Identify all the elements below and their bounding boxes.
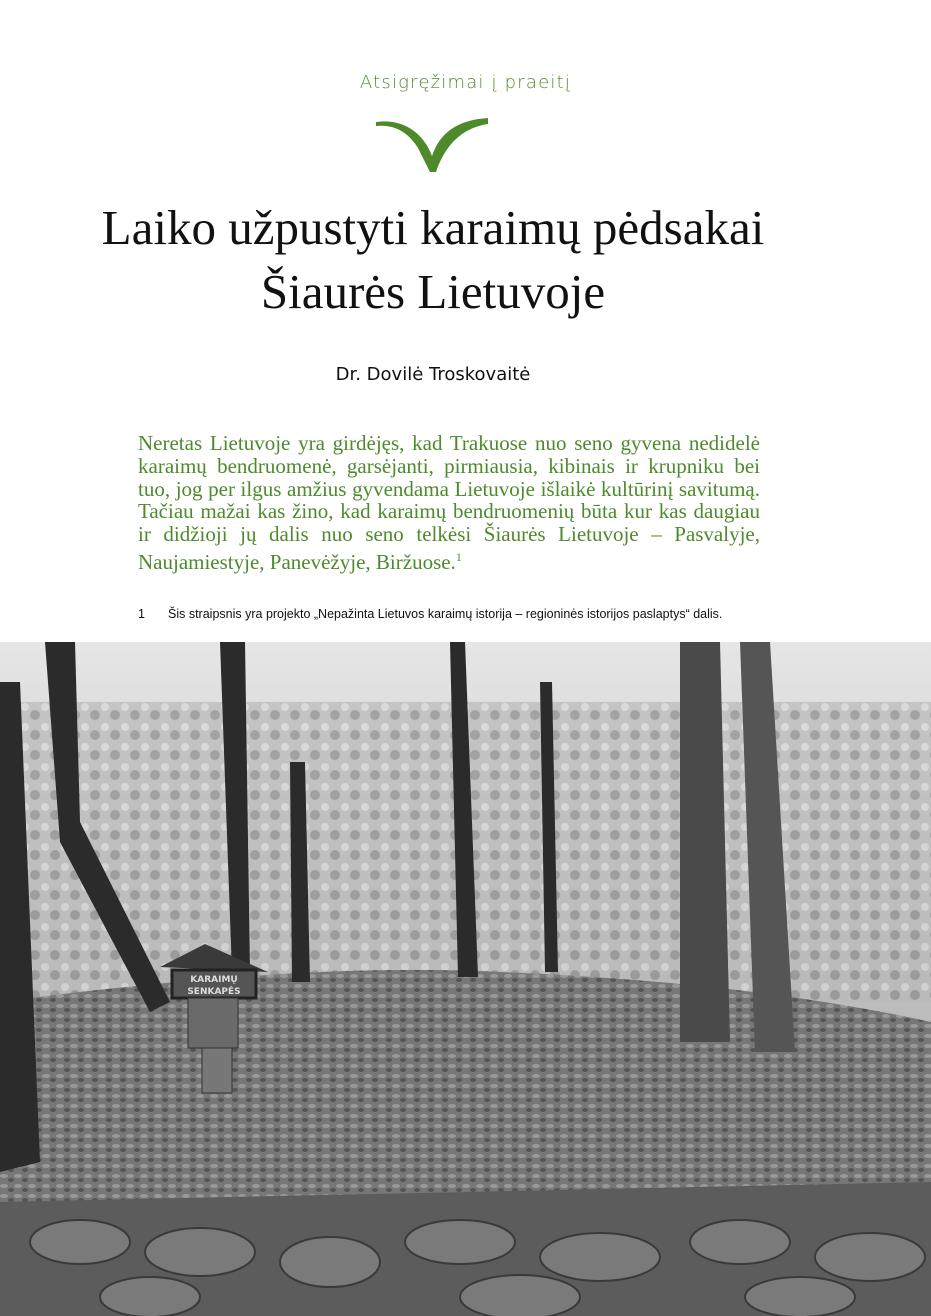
sign-line-2: SENKAPĖS — [187, 987, 241, 997]
author-name: Dr. Dovilė Troskovaitė — [335, 364, 531, 385]
title-line-2: Šiaurės Lietuvoje — [260, 264, 606, 319]
footnote-reference: 1 — [455, 549, 462, 564]
footnote-number: 1 — [138, 607, 145, 621]
lead-paragraph — [138, 432, 760, 574]
footnote-text: Šis straipsnis yra projekto „Nepažinta Lietuvos karaimų istorija – regioninės istorijos paslaptys“ dalis. — [168, 607, 723, 621]
title-line-1: Laiko užpustyti karaimų pėdsakai — [101, 200, 765, 255]
chevron-ornament-icon — [374, 118, 490, 174]
article-title — [0, 196, 866, 324]
cemetery-photo — [0, 642, 931, 1316]
lead-text: Neretas Lietuvoje yra girdėjęs, kad Trakuose nuo seno gyvena nedidelė karaimų bendruomenė, garsėjanti, pirmiausia, kibinais ir krupniku bei tuo, jog per ilgus amžius gyvendama Lietuvoje išlaikė kultūrinį savitumą. Tačiau mažai kas žino, kad karaimų bendruomenių būta kur kas daugiau ir didžioji jų dalis nuo seno telkėsi Šiaurės Lietuvoje – Pasvalyje, Naujamiestyje, Panevėžyje, Biržuose. — [138, 431, 760, 574]
section-label: Atsigręžimai į praeitį — [359, 72, 572, 93]
sign-line-1: KARAIMŲ — [190, 975, 238, 985]
footnote — [138, 607, 722, 621]
